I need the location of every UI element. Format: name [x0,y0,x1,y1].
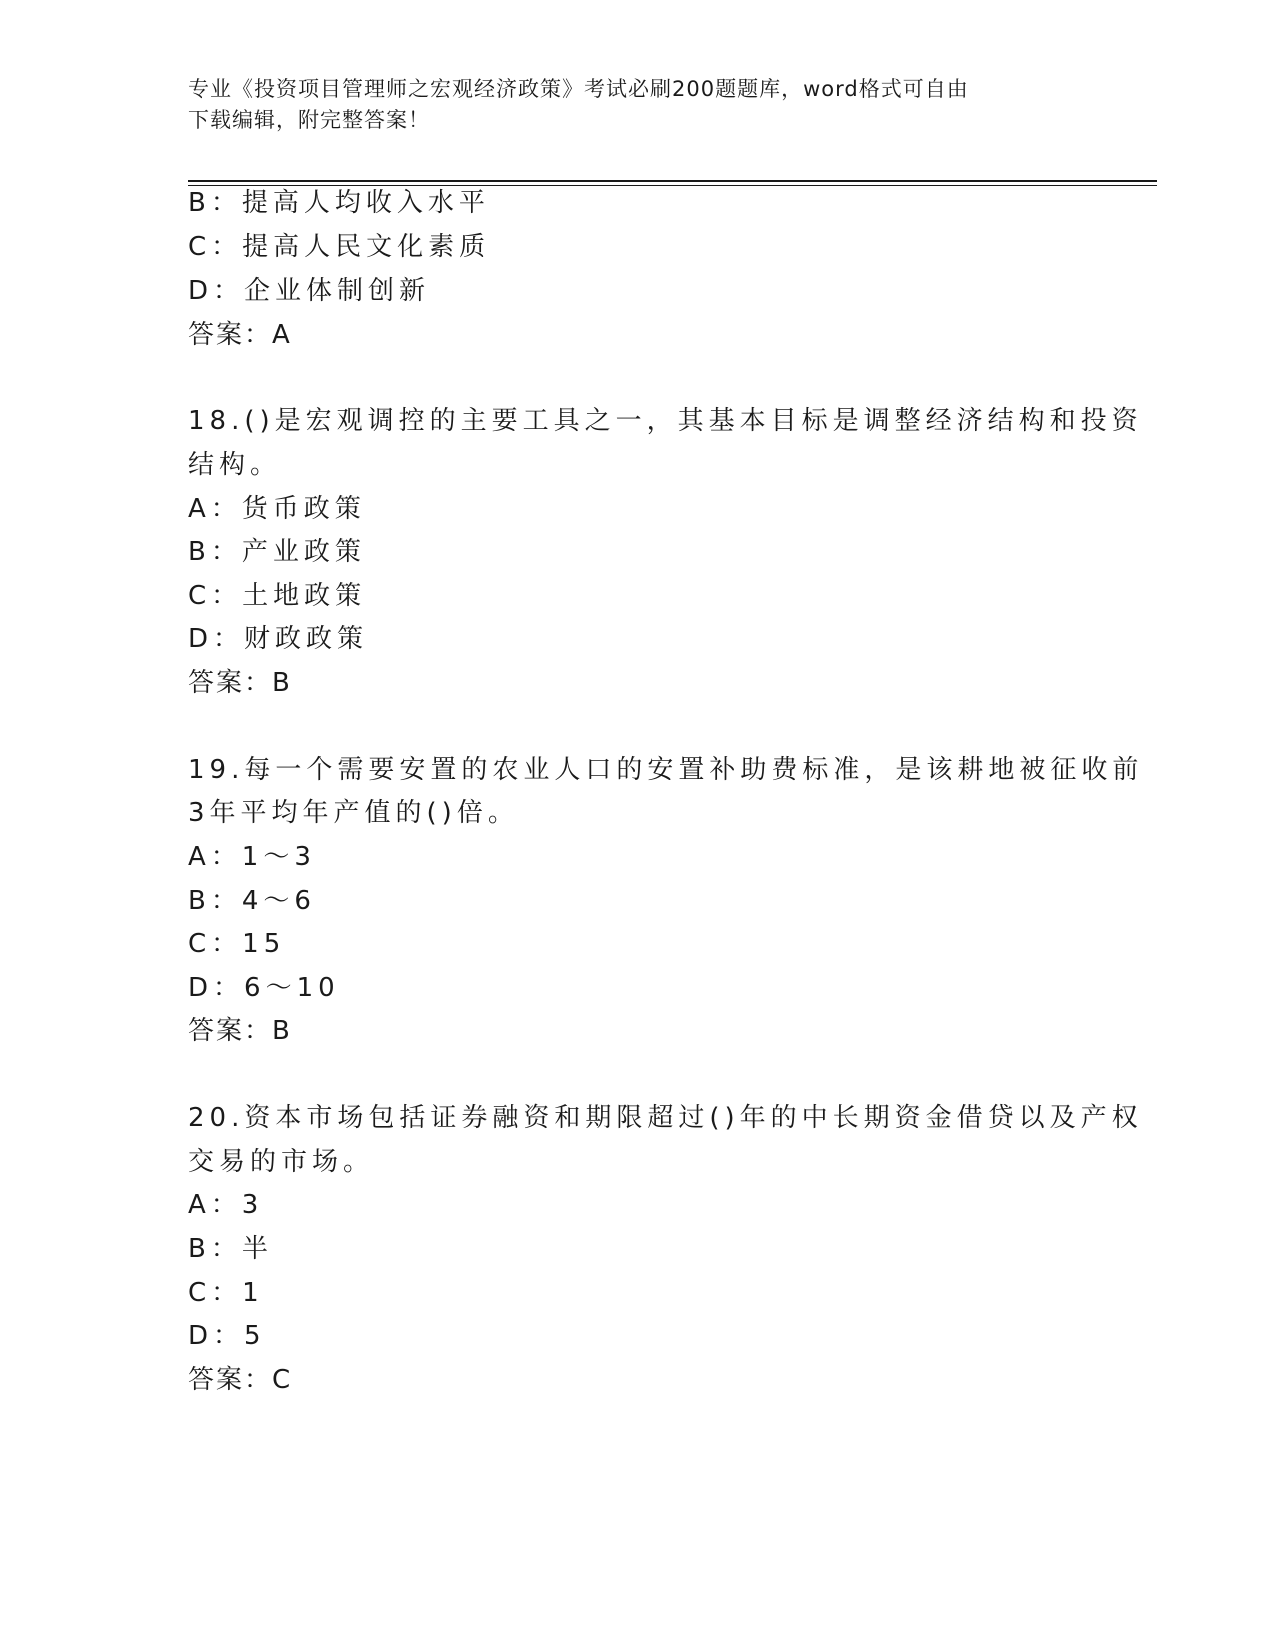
question-stem-line-1: 19.每一个需要安置的农业人口的安置补助费标准，是该耕地被征收前 [188,755,1144,785]
option-d: D：6～10 [188,973,340,1003]
option-b: B：产业政策 [188,537,366,567]
answer: 答案：B [188,668,292,698]
option-c: C：15 [188,929,286,959]
question-stem-line-2: 交易的市场。 [188,1147,375,1177]
answer: 答案：A [188,320,292,350]
document-header [188,74,1088,136]
question-stem-line-1: 20.资本市场包括证券融资和期限超过()年的中长期资金借贷以及产权 [188,1103,1143,1133]
answer: 答案：C [188,1365,293,1395]
header-line-1: 专业《投资项目管理师之宏观经济政策》考试必刷200题题库，word格式可自由 [188,77,969,101]
answer: 答案：B [188,1016,292,1046]
option-a: A：1～3 [188,842,316,872]
option-c: C：土地政策 [188,581,367,611]
option-d: D：财政政策 [188,624,369,654]
option-b: B：4～6 [188,886,316,916]
header-divider-thick [188,180,1157,182]
option-a: A：货币政策 [188,494,366,524]
question-stem-line-2: 3年平均年产值的()倍。 [188,798,519,828]
option-c: C：1 [188,1278,264,1308]
option-b: B：半 [188,1234,273,1264]
question-stem-line-1: 18.()是宏观调控的主要工具之一，其基本目标是调整经济结构和投资 [188,406,1143,436]
question-stem-line-2: 结构。 [188,450,282,480]
option-b: B：提高人均收入水平 [188,188,490,218]
header-divider-thin [188,185,1157,186]
header-line-2: 下载编辑，附完整答案！ [188,108,430,132]
option-c: C：提高人民文化素质 [188,232,491,262]
option-a: A：3 [188,1190,264,1220]
option-d: D：5 [188,1321,266,1351]
option-d: D：企业体制创新 [188,276,431,306]
